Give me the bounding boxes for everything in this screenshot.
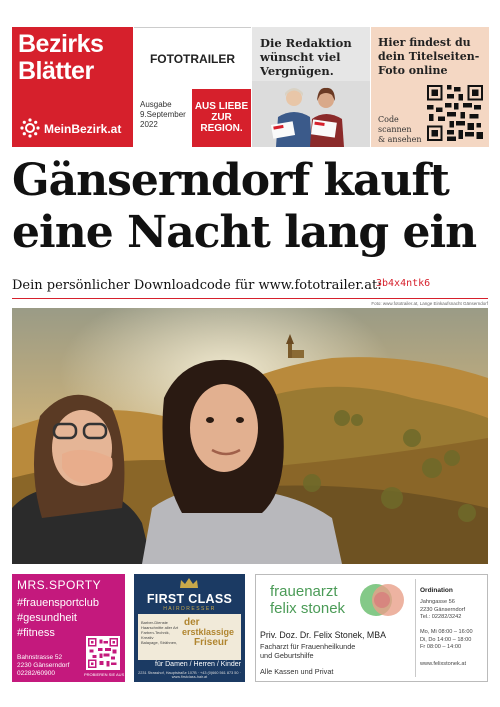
ad-stonek-logo-line1: frauenarzt [270, 583, 338, 600]
download-code: 3b4x4ntk6 [376, 278, 431, 289]
ad-firstclass-friseur: Friseur [194, 637, 228, 648]
titelseite-box [371, 27, 489, 147]
ad-stonek-ordination-title: Ordination [420, 587, 453, 594]
photo-credit: Foto: www.fototrailer.at, Lange Einkaufsnacht Gänserndorf [371, 301, 488, 306]
redaktion-box [252, 27, 370, 147]
divider [12, 298, 488, 299]
ad-stonek-website[interactable]: www.felixstonek.at [420, 661, 467, 667]
ad-sporty-address: Bahnstrasse 52 2230 Gänserndorf 02282/60900 [17, 654, 70, 677]
section-label: FOTOTRAILER [149, 52, 236, 66]
scan-hint: Code scannen & ansehen [378, 115, 422, 144]
sun-icon [20, 118, 40, 138]
logo-title: Bezirks Blätter [18, 30, 104, 85]
ad-stonek-address: Jahngasse 56 2230 Gänserndorf Tel.: 02282/3242 [420, 599, 466, 620]
titelseite-text: Hier findest du dein Titelseiten- Foto online [378, 36, 480, 77]
ad-sporty-title: MRS.SPORTY [17, 578, 102, 592]
redaktion-photo [252, 81, 370, 147]
redaktion-text: Die Redaktion wünscht viel Vergnügen. [260, 36, 352, 78]
crown-icon [179, 578, 199, 589]
circles-logo-icon [356, 581, 406, 619]
section-box [134, 27, 251, 87]
issue-date: Ausgabe 9.September 2022 [140, 100, 186, 129]
ad-stonek-name: Priv. Doz. Dr. Felix Stonek, MBA [260, 630, 386, 640]
ad-firstclass-panel [138, 614, 241, 660]
ad-stonek-logo-line2: felix stonek [270, 600, 346, 617]
ad-firstclass-subtitle: HAIRDRESSER [163, 606, 216, 612]
ad-stonek-insurance: Alle Kassen und Privat [260, 667, 334, 676]
ad-firstclass-der: der [184, 617, 200, 628]
ad-stonek-divider [415, 579, 416, 677]
ad-frauenarzt-stonek[interactable] [255, 574, 488, 682]
ad-first-class[interactable] [134, 574, 245, 682]
bezirksblaetter-logo[interactable] [12, 27, 133, 147]
ad-sporty-qr-caption: PROBIEREN SIE AUS [84, 672, 125, 677]
logo-url: MeinBezirk.at [44, 122, 122, 136]
download-label: Dein persönlicher Downloadcode für www.fototrailer.at: [12, 278, 382, 293]
slogan-badge: AUS LIEBE ZUR REGION. [192, 89, 251, 147]
cover-photo [12, 308, 488, 564]
ad-firstclass-title: FIRST CLASS [146, 592, 233, 606]
qr-code-icon[interactable] [427, 85, 483, 141]
ad-mrs-sporty[interactable] [12, 574, 125, 682]
qr-code-icon[interactable] [86, 636, 120, 670]
ad-firstclass-address: 2231 Strasshof, Hauptstraße 107B · +43 (0)660 561 873 50 · www.firstclass-hair.at [138, 671, 241, 679]
ad-stonek-hours: Mo, Mi 08:00 – 16:00 Di, Do 14:00 – 18:00 Fr 08:00 – 14:00 [420, 629, 473, 650]
ad-firstclass-target: für Damen / Herren / Kinder [155, 661, 241, 668]
ad-sporty-tags: #frauensportclub #gesundheit #fitness [17, 597, 99, 639]
headline: Gänserndorf kauft eine Nacht lang ein [12, 155, 477, 258]
ad-firstclass-services: Barber-Dienste Haarschnitte aller Art Farben-Technik, Kreativ Balayage, Strähnen, [141, 620, 179, 645]
ad-firstclass-erstklassige: erstklassige [182, 627, 235, 637]
ad-stonek-specialty: Facharzt für Frauenheilkunde und Geburtshilfe [260, 642, 356, 660]
